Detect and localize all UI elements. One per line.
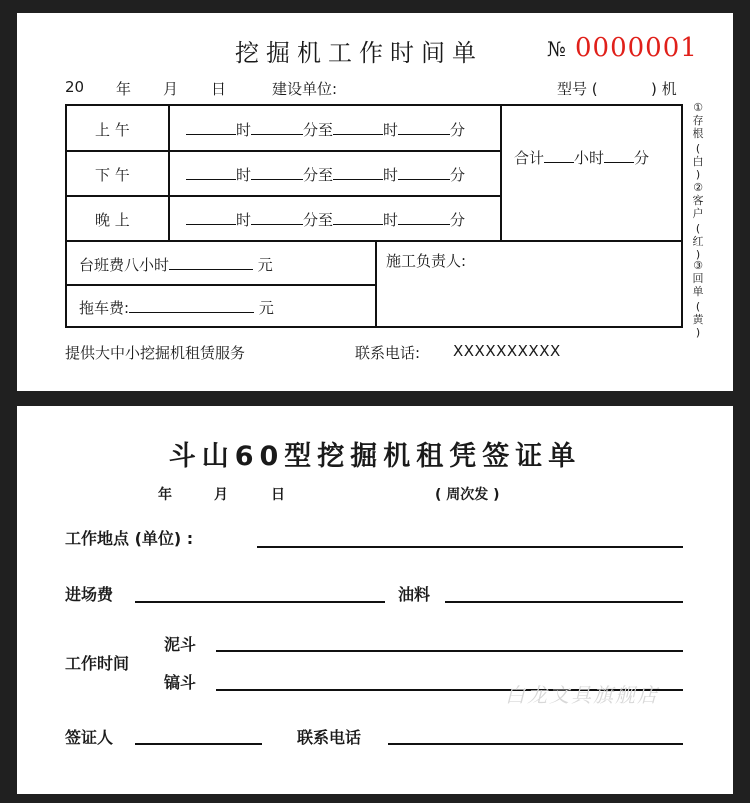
copy-note-3: ③ 回 单 ( 黄 ) — [692, 259, 704, 339]
rental-voucher — [17, 406, 733, 794]
shift-fee-field: 台班费八小时 元 — [79, 256, 273, 274]
hour-start-blank[interactable] — [186, 165, 236, 180]
construction-unit-label: 建设单位: — [272, 80, 338, 98]
row-evening-label: 晚 上 — [95, 211, 130, 229]
hour-end-blank[interactable] — [333, 165, 383, 180]
mud-bucket-label: 泥斗 — [164, 635, 197, 654]
voucher-day-unit: 日 — [271, 487, 285, 503]
hour-start-blank[interactable] — [186, 210, 236, 225]
copy-note-1: ① 存 根 ( 白 ) — [692, 101, 704, 181]
minute-end-blank[interactable] — [398, 165, 450, 180]
work-time-receipt — [17, 13, 733, 391]
hour-end-blank[interactable] — [333, 120, 383, 135]
pick-bucket-label: 镐斗 — [164, 673, 197, 692]
row-morning-fields: 时 分至 时 分 — [186, 119, 465, 140]
serial-number: 0000001 — [575, 33, 698, 63]
date-day-unit: 日 — [211, 80, 227, 98]
signer-label: 签证人 — [65, 728, 114, 747]
minute-start-blank[interactable] — [251, 120, 303, 135]
voucher-title: 斗山60型挖掘机租凭签证单 — [168, 441, 582, 472]
oil-line[interactable] — [445, 601, 683, 603]
minute-end-blank[interactable] — [398, 120, 450, 135]
mud-bucket-line[interactable] — [216, 650, 683, 652]
tow-fee-field: 拖车费: 元 — [79, 299, 274, 317]
row-morning-label: 上 午 — [95, 121, 130, 139]
manager-label: 施工负责人: — [386, 252, 467, 270]
tow-fee-blank[interactable] — [129, 298, 254, 313]
row-afternoon-fields: 时 分至 时 分 — [186, 164, 465, 185]
phone-value: XXXXXXXXXX — [453, 342, 561, 360]
total-label: 合计 — [514, 149, 545, 167]
shift-fee-blank[interactable] — [169, 255, 253, 270]
entry-fee-line[interactable] — [135, 601, 385, 603]
date-year-unit: 年 — [116, 80, 132, 98]
total-minutes-blank[interactable] — [604, 148, 634, 163]
row-evening-fields: 时 分至 时 分 — [186, 209, 465, 230]
signer-line[interactable] — [135, 743, 262, 745]
phone-label: 联系电话: — [355, 344, 421, 362]
model-label: 型号 ( — [557, 80, 598, 98]
time-table — [65, 104, 683, 328]
voucher-phone-line[interactable] — [388, 743, 683, 745]
total-fields: 合计 小时 分 — [514, 149, 650, 167]
week-shift: ( 周次发 ) — [435, 487, 500, 503]
receipt-title: 挖掘机工作时间单 — [235, 39, 483, 67]
hour-end-blank[interactable] — [333, 210, 383, 225]
voucher-year-unit: 年 — [158, 487, 172, 503]
voucher-phone-label: 联系电话 — [297, 728, 362, 747]
entry-fee-label: 进场费 — [65, 585, 114, 604]
voucher-month-unit: 月 — [214, 487, 228, 503]
minute-end-blank[interactable] — [398, 210, 450, 225]
hour-start-blank[interactable] — [186, 120, 236, 135]
oil-label: 油料 — [398, 585, 431, 604]
total-hours-blank[interactable] — [544, 148, 574, 163]
row-afternoon-label: 下 午 — [95, 166, 130, 184]
service-text: 提供大中小挖掘机租赁服务 — [65, 344, 246, 362]
copy-note-2: ② 客 户 ( 红 ) — [692, 181, 704, 261]
work-site-line[interactable] — [257, 546, 683, 548]
serial-prefix: № — [547, 37, 566, 61]
date-month-unit: 月 — [163, 80, 179, 98]
work-time-label: 工作时间 — [65, 654, 130, 673]
work-site-label: 工作地点 (单位) : — [65, 529, 194, 548]
date-year: 20 — [65, 78, 85, 96]
minute-start-blank[interactable] — [251, 165, 303, 180]
model-suffix: ) 机 — [651, 80, 677, 98]
minute-start-blank[interactable] — [251, 210, 303, 225]
watermark: 白龙文具旗舰店 — [505, 683, 659, 707]
